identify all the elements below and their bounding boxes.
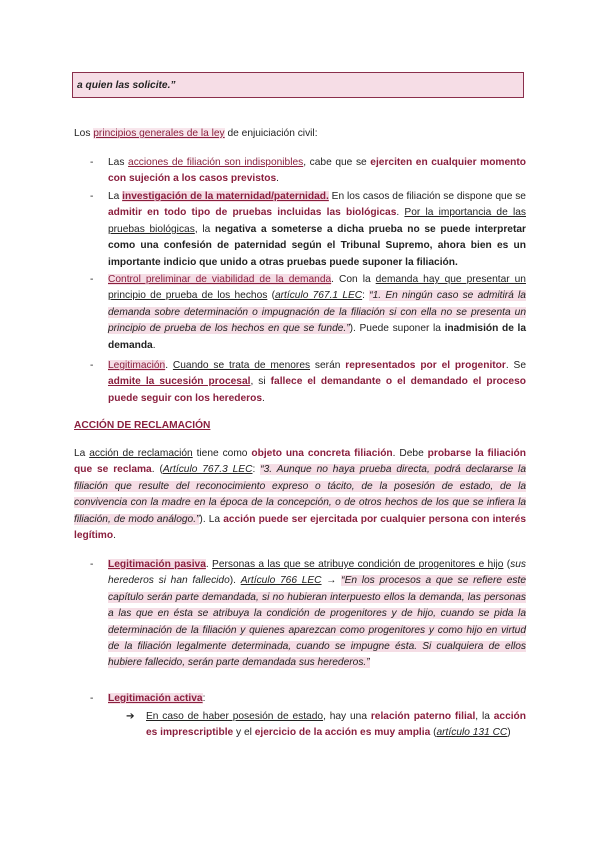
intro-paragraph: Los principios generales de la ley de enjuiciación civil: <box>74 128 318 139</box>
arrow-right-icon: ➔ <box>126 711 135 722</box>
list-item: - La investigación de la maternidad/paternidad. En los casos de filiación se dispone que se admitir en todo tipo de pruebas incluidas las biológicas. Por la importancia de las pruebas biológicas, la negativa a someterse a dicha prueba no se puede interpretar como una confesión de paternidad según el Tribunal Supremo, ahora bien es un importante indicio que unido a otras pruebas puede suponer la filiación. <box>90 189 526 271</box>
list-item: - Las acciones de filiación son indisponibles, cabe que se ejerciten en cualquier momento con sujeción a los casos previstos. <box>90 155 526 188</box>
quote-text: a quien las solicite.” <box>77 80 176 91</box>
section-title: ACCIÓN DE RECLAMACIÓN <box>74 420 211 431</box>
list-item: - Control preliminar de viabilidad de la demanda. Con la demanda hay que presentar un principio de prueba de los hechos (artículo 767.1 LEC: “1. En ningún caso se admitirá la demanda sobre determinación o impugnación de la filiación si con ella no se presenta un principio de prueba de los hechos en que se funde.”). Puede suponer la inadmisión de la demanda. <box>90 272 526 354</box>
list-item: - Legitimación. Cuando se trata de menores serán representados por el progenitor. Se admite la sucesión procesal, si fallece el demandante o el demandado el proceso puede seguir con los herederos. <box>90 358 526 407</box>
reclamacion-paragraph: La acción de reclamación tiene como objeto una concreta filiación. Debe probarse la filiación que se reclama. (Artículo 767.3 LEC: “3. Aunque no haya prueba directa, podrá declararse la filiación que resulte del reconocimiento expreso o tácito, de la posesión de estado, de la convivencia con la madre en la época de la concepción, o de otros hechos de los que se infiera la filiación, de modo análogo.”). La acción puede ser ejercitada por cualquier persona con interés legítimo. <box>74 448 527 542</box>
quote-box <box>72 72 524 98</box>
principles-link: principios generales de la ley <box>93 128 225 139</box>
list-item: - Legitimación pasiva. Personas a las que se atribuye condición de progenitores e hijo (sus herederos si han fallecido). Artículo 766 LEC → “En los procesos a que se refiere este capítulo serán parte demandada, si no hubieran interpuesto ellos la demanda, las personas a las que en ésta se atribuya la condición de progenitores y de hijo, cuando se pida la determinación de la filiación y quienes aparezcan como progenitores y como hijo en virtud de la filiación legalmente determinada, cuando se impugne ésta. Si cualquiera de ellos hubiere fallecido, serán parte demandada sus herederos.” <box>90 557 526 672</box>
arrow-list-item: ➔ En caso de haber posesión de estado, hay una relación paterno filial, la acción es imprescriptible y el ejercicio de la acción es muy amplia (artículo 131 CC) <box>126 711 527 739</box>
list-item: - Legitimación activa: <box>90 691 526 707</box>
